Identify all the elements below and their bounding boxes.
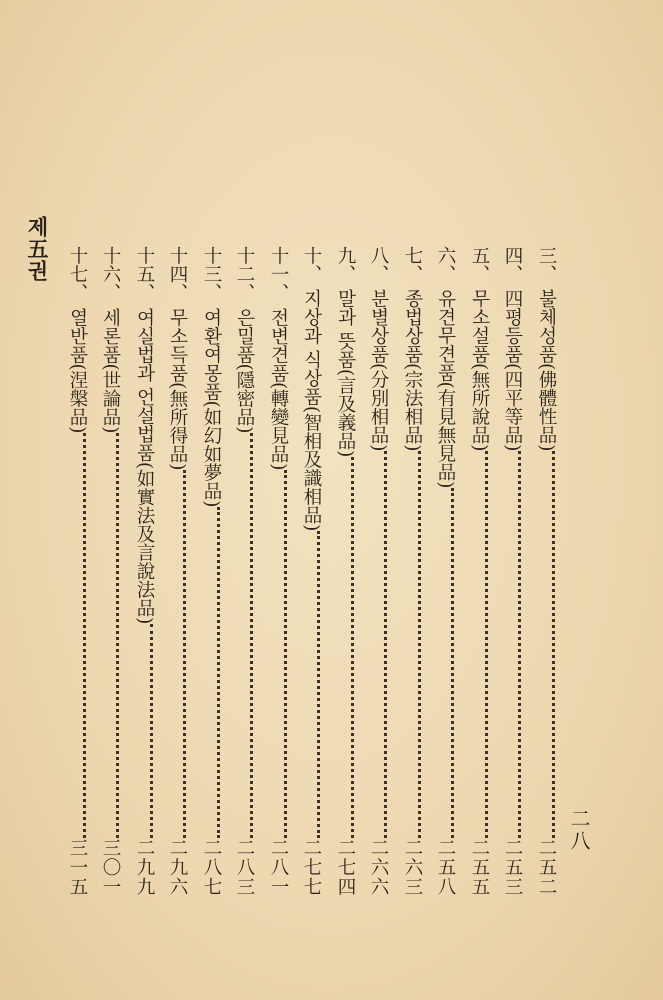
dot-leader xyxy=(304,531,320,837)
entry-title: 세론품(世論品) xyxy=(100,307,121,433)
entry-page: 二八三 xyxy=(234,837,255,896)
entry-title: 여실법과 언설법품(如實法及言說法品) xyxy=(134,307,155,624)
entry-page: 二八一 xyxy=(268,837,289,896)
entry-number: 十三、 xyxy=(201,246,222,302)
toc-entry-14 xyxy=(164,246,190,896)
entry-page: 二五五 xyxy=(469,837,490,896)
entry-page: 二六三 xyxy=(402,837,423,896)
toc-entry-17 xyxy=(64,246,90,896)
entry-page: 二九六 xyxy=(167,837,188,896)
entry-title: 무소설품(無所說品) xyxy=(469,289,490,452)
entry-page: 二五三 xyxy=(502,837,523,896)
toc-entry-7 xyxy=(399,246,425,896)
entry-page: 三〇一 xyxy=(100,837,121,896)
dot-leader xyxy=(70,433,86,838)
entry-number: 十一、 xyxy=(268,246,289,302)
toc-entry-15 xyxy=(131,246,157,896)
toc-entry-12 xyxy=(231,246,257,896)
toc-entry-13 xyxy=(198,246,224,896)
dot-leader xyxy=(338,457,354,837)
entry-page: 二八七 xyxy=(201,837,222,896)
toc-entry-3 xyxy=(533,246,559,896)
entry-title: 여환여몽품(如幻如夢品) xyxy=(201,307,222,507)
entry-page: 二七七 xyxy=(301,837,322,896)
entry-number: 八、 xyxy=(368,246,389,283)
entry-number: 十七、 xyxy=(67,246,88,302)
dot-leader xyxy=(204,507,220,838)
toc-entry-16 xyxy=(97,246,123,896)
entry-title: 전변견품(轉變見品) xyxy=(268,307,289,470)
entry-page: 二五八 xyxy=(435,837,456,896)
entry-number: 九、 xyxy=(335,246,356,283)
entry-number: 六、 xyxy=(435,246,456,283)
entry-number: 五、 xyxy=(469,246,490,283)
toc-entry-11 xyxy=(265,246,291,896)
entry-title: 무소득품(無所得品) xyxy=(167,307,188,470)
dot-leader xyxy=(237,433,253,838)
dot-leader xyxy=(505,451,521,837)
toc-entry-10 xyxy=(298,246,324,896)
entry-number: 十二、 xyxy=(234,246,255,302)
entry-title: 지상과 식상품(智相及識相品) xyxy=(301,289,322,532)
entry-title: 말과 뜻품(言及義品) xyxy=(335,289,356,458)
entry-title: 四평등품(四平等品) xyxy=(502,289,523,452)
dot-leader xyxy=(271,470,287,838)
entry-number: 十、 xyxy=(301,246,322,283)
entry-number: 四、 xyxy=(502,246,523,283)
entry-title: 은밀품(隱密品) xyxy=(234,307,255,433)
dot-leader xyxy=(371,451,387,837)
volume-label: 제五권 xyxy=(25,216,49,282)
entry-page: 三一五 xyxy=(67,837,88,896)
entry-number: 七、 xyxy=(402,246,423,283)
entry-page: 二九九 xyxy=(134,837,155,896)
entry-title: 열반품(涅槃品) xyxy=(67,307,88,433)
entry-number: 十五、 xyxy=(134,246,155,302)
entry-number: 三、 xyxy=(536,246,557,283)
entry-number: 十四、 xyxy=(167,246,188,302)
entry-number: 十六、 xyxy=(100,246,121,302)
page-number: 二八 xyxy=(567,808,591,852)
dot-leader xyxy=(539,451,555,837)
dot-leader xyxy=(472,451,488,837)
toc-entry-4 xyxy=(499,246,525,896)
entry-title: 종법상품(宗法相品) xyxy=(402,289,423,452)
dot-leader xyxy=(170,470,186,838)
dot-leader xyxy=(137,624,153,838)
toc-entry-6 xyxy=(432,246,458,896)
dot-leader xyxy=(405,451,421,837)
dot-leader xyxy=(438,488,454,837)
toc-entry-8 xyxy=(365,246,391,896)
entry-title: 유견무견품(有見無見品) xyxy=(435,289,456,489)
toc-entry-9 xyxy=(332,246,358,896)
entry-page: 二六六 xyxy=(368,837,389,896)
dot-leader xyxy=(103,433,119,838)
toc-entry-5 xyxy=(466,246,492,896)
entry-title: 분별상품(分別相品) xyxy=(368,289,389,452)
entry-page: 二七四 xyxy=(335,837,356,896)
entry-page: 二五二 xyxy=(536,837,557,896)
entry-title: 불체성품(佛體性品) xyxy=(536,289,557,452)
